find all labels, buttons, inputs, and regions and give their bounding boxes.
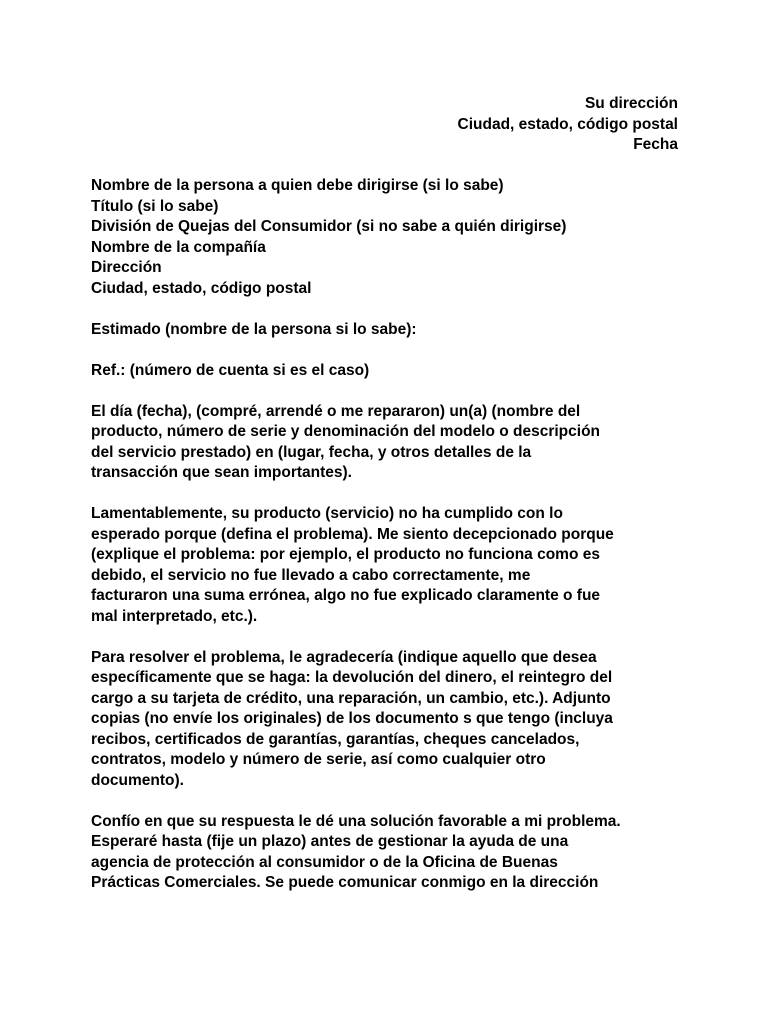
paragraph-line: copias (no envíe los originales) de los documento s que tengo (incluya: [91, 710, 613, 727]
paragraph-line: transacción que sean importantes).: [91, 464, 352, 481]
sender-address: Su dirección: [584, 95, 678, 112]
paragraph-line: debido, el servicio no fue llevado a cabo correctamente, me: [91, 566, 531, 584]
sender-block: [458, 94, 678, 156]
paragraph-line: cargo a su tarjeta de crédito, una reparación, un cambio, etc.). Adjunto: [91, 689, 611, 707]
paragraph-purchase: [91, 402, 691, 484]
paragraph-line: Lamentablemente, su producto (servicio) no ha cumplido con lo: [91, 505, 563, 522]
paragraph-line: Para resolver el problema, le agradecería (indique aquello que desea: [91, 648, 597, 666]
recipient-title: Título (si lo sabe): [91, 197, 219, 215]
spacer: [91, 381, 691, 402]
letter-body: [91, 176, 691, 894]
paragraph-line: documento).: [91, 771, 184, 789]
paragraph-line: Esperaré hasta (fije un plazo) antes de gestionar la ayuda de una: [91, 833, 569, 850]
paragraph-line: específicamente que se haga: la devolución del dinero, el reintegro del: [91, 669, 613, 686]
paragraph-line: esperado porque (defina el problema). Me siento decepcionado porque: [91, 525, 614, 543]
letter-date: Fecha: [633, 136, 678, 153]
recipient-city-line: Ciudad, estado, código postal: [91, 279, 312, 297]
paragraph-line: Prácticas Comerciales. Se puede comunicar conmigo en la dirección: [91, 874, 599, 891]
paragraph-line: producto, número de serie y denominación del modelo o descripción: [91, 423, 601, 440]
reference-line: Ref.: (número de cuenta si es el caso): [91, 361, 370, 379]
paragraph-line: mal interpretado, etc.).: [91, 607, 258, 625]
recipient-address: Dirección: [91, 259, 162, 276]
sender-city-line: Ciudad, estado, código postal: [457, 115, 678, 133]
recipient-name: Nombre de la persona a quien debe dirigirse (si lo sabe): [91, 177, 504, 194]
paragraph-line: facturaron una suma errónea, algo no fue explicado claramente o fue: [91, 587, 601, 604]
salutation: Estimado (nombre de la persona si lo sabe):: [91, 320, 417, 338]
recipient-division: División de Quejas del Consumidor (si no sabe a quién dirigirse): [91, 218, 567, 235]
spacer: [91, 791, 691, 812]
spacer: [91, 627, 691, 648]
paragraph-line: Confío en que su respuesta le dé una solución favorable a mi problema.: [91, 812, 621, 830]
paragraph-closing: [91, 812, 691, 894]
paragraph-line: recibos, certificados de garantías, garantías, cheques cancelados,: [91, 730, 580, 748]
paragraph-line: El día (fecha), (compré, arrendé o me repararon) un(a) (nombre del: [91, 402, 581, 420]
spacer: [91, 340, 691, 361]
spacer: [91, 484, 691, 505]
paragraph-problem: [91, 504, 691, 627]
recipient-block: [91, 176, 691, 299]
paragraph-line: agencia de protección al consumidor o de la Oficina de Buenas: [91, 853, 558, 871]
recipient-company: Nombre de la compañía: [91, 238, 266, 256]
paragraph-line: (explique el problema: por ejemplo, el producto no funciona como es: [91, 546, 600, 563]
paragraph-line: del servicio prestado) en (lugar, fecha, y otros detalles de la: [91, 443, 532, 461]
spacer: [91, 299, 691, 320]
paragraph-line: contratos, modelo y número de serie, así como cualquier otro: [91, 751, 546, 768]
paragraph-resolution: [91, 648, 691, 792]
